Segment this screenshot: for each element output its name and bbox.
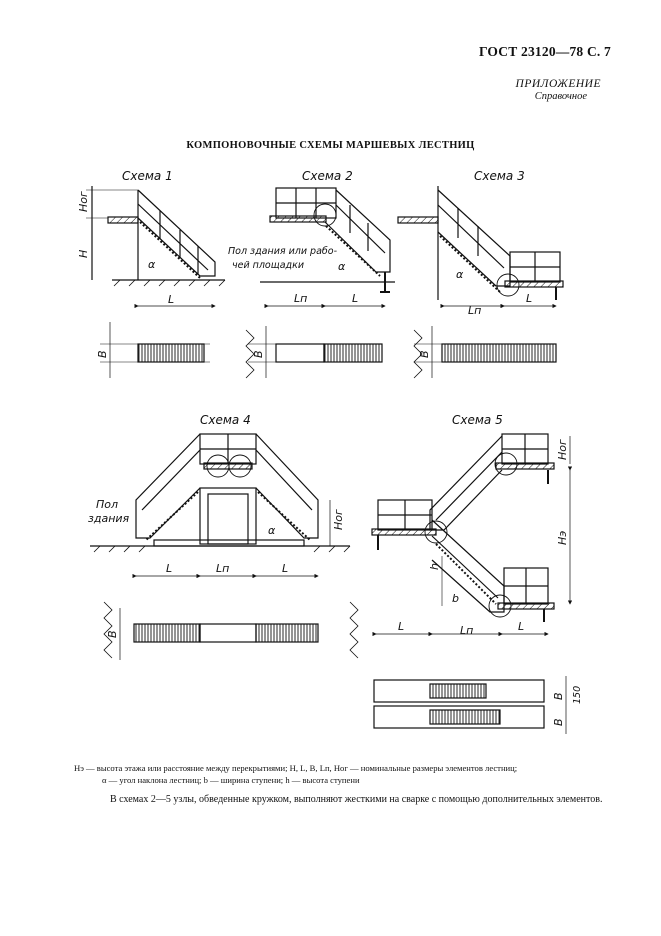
page-header: ГОСТ 23120—78 С. 7	[478, 44, 611, 59]
scheme-2-ln-label: Lп	[294, 292, 308, 305]
scheme-1-b-label: B	[96, 350, 109, 358]
scheme-1-h-label: H	[77, 249, 90, 258]
scheme-4	[88, 413, 358, 660]
appendix-subtitle: Справочное	[534, 91, 587, 102]
scheme-3	[398, 169, 563, 378]
scheme-3-alpha-label: α	[456, 268, 464, 281]
legend-line-1: Hэ — высота этажа или расстояние между перекрытиями; H, L, B, Lп, Hог — номинальные размеры элементов лестниц;	[74, 763, 518, 773]
scheme-2-b-label: B	[252, 350, 265, 358]
legend	[74, 762, 614, 786]
scheme-1-title: Схема 1	[122, 169, 173, 183]
scheme-2-alpha-label: α	[338, 260, 346, 273]
scheme-4-floor-1: Пол	[96, 498, 119, 511]
scheme-4-title: Схема 4	[200, 413, 251, 427]
figure-title: КОМПОНОВОЧНЫЕ СХЕМЫ МАРШЕВЫХ ЛЕСТНИЦ	[186, 140, 475, 151]
scheme-5-b-bottom-label: B	[552, 718, 565, 726]
scheme-3-ln-label: Lп	[468, 304, 482, 317]
scheme-1	[77, 169, 225, 378]
scheme-5-l-left-label: L	[398, 620, 405, 633]
scheme-5-title: Схема 5	[452, 413, 503, 427]
scheme-2-floor-note-1: Пол здания или рабо-	[228, 246, 337, 257]
note-paragraph: В схемах 2—5 узлы, обведенные кружком, выполняют жесткими на сварке с помощью дополнительных элементов.	[110, 794, 603, 805]
scheme-4-ln-label: Lп	[216, 562, 230, 575]
scheme-3-l-label: L	[526, 292, 533, 305]
scheme-2	[228, 169, 395, 378]
scheme-1-alpha-label: α	[148, 258, 156, 271]
scheme-5-ln-label: Lп	[460, 624, 474, 637]
appendix-title: ПРИЛОЖЕНИЕ	[515, 78, 601, 90]
scheme-2-floor-note-2: чей площадки	[232, 260, 304, 271]
scheme-5-150-label: 150	[572, 685, 583, 704]
scheme-5-l-right-label: L	[518, 620, 525, 633]
scheme-4-l-left-label: L	[166, 562, 173, 575]
scheme-4-floor-2: здания	[88, 512, 130, 525]
scheme-2-title: Схема 2	[302, 169, 353, 183]
scheme-5-b-small-label: b	[452, 592, 459, 605]
scheme-4-hog-label: Hог	[332, 509, 345, 530]
scheme-5	[372, 413, 583, 734]
scheme-5-hog-label: Hог	[556, 439, 569, 460]
scheme-2-l-label: L	[352, 292, 359, 305]
scheme-4-l-right-label: L	[282, 562, 289, 575]
scheme-5-b-top-label: B	[552, 692, 565, 700]
scheme-5-h-small-label: h	[428, 563, 441, 570]
scheme-3-b-label: B	[418, 350, 431, 358]
legend-line-2: α — угол наклона лестниц; b — ширина ступени; h — высота ступени	[102, 775, 360, 785]
scheme-1-hog-label: Hог	[77, 191, 90, 212]
scheme-4-b-label: B	[106, 630, 119, 638]
scheme-3-title: Схема 3	[474, 169, 525, 183]
scheme-1-l-label: L	[168, 293, 175, 306]
scheme-4-alpha-label: α	[268, 524, 276, 537]
scheme-5-hz-label: Hэ	[556, 530, 569, 545]
